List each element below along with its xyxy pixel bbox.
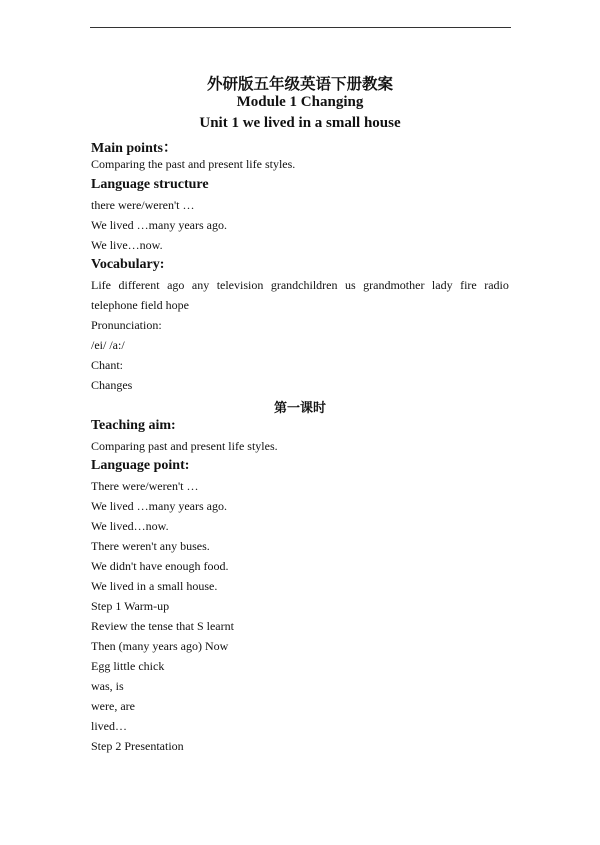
vocab-word: grandmother bbox=[363, 278, 425, 292]
language-point-heading: Language point: bbox=[91, 458, 190, 473]
language-structure-heading: Language structure bbox=[91, 177, 209, 192]
chant-title: Changes bbox=[91, 378, 133, 392]
vocab-word: us bbox=[344, 278, 356, 292]
step-heading: Step 1 Warm-up bbox=[91, 599, 170, 613]
main-points-heading: Main points： bbox=[91, 141, 177, 156]
vocabulary-words-line-2: telephone field hope bbox=[91, 298, 189, 312]
top-rule bbox=[90, 27, 511, 28]
language-point-line: We lived in a small house. bbox=[91, 579, 218, 593]
chant-label: Chant: bbox=[91, 358, 123, 372]
vocab-word: television bbox=[216, 278, 264, 292]
language-point-line: Review the tense that S learnt bbox=[91, 619, 234, 633]
language-point-line: lived… bbox=[91, 719, 127, 733]
language-point-line: There were/weren't … bbox=[91, 479, 199, 493]
unit-title: Unit 1 we lived in a small house bbox=[199, 115, 401, 131]
language-structure-line: We lived …many years ago. bbox=[91, 218, 227, 232]
language-point-line: We didn't have enough food. bbox=[91, 559, 229, 573]
language-structure-line: We live…now. bbox=[91, 238, 163, 252]
vocab-word: lady bbox=[431, 278, 453, 292]
language-structure-line: there were/weren't … bbox=[91, 198, 195, 212]
document-title-cn: 外研版五年级英语下册教案 bbox=[206, 75, 393, 93]
vocab-word: ago bbox=[167, 278, 185, 292]
teaching-aim-text: Comparing past and present life styles. bbox=[91, 439, 278, 453]
language-point-line: were, are bbox=[91, 699, 135, 713]
pronunciation-label: Pronunciation: bbox=[91, 318, 162, 332]
main-points-text: Comparing the past and present life styles. bbox=[91, 157, 296, 171]
vocab-word: different bbox=[118, 278, 160, 292]
teaching-aim-heading: Teaching aim: bbox=[91, 418, 176, 433]
language-point-line: was, is bbox=[91, 679, 124, 693]
vocab-word: any bbox=[191, 278, 210, 292]
vocab-word: fire bbox=[460, 278, 477, 292]
vocabulary-words-line bbox=[91, 278, 509, 293]
language-point-line: There weren't any buses. bbox=[91, 539, 210, 553]
lesson-heading: 第一课时 bbox=[273, 401, 326, 416]
language-point-line: Then (many years ago) Now bbox=[91, 639, 229, 653]
language-point-line: We lived …many years ago. bbox=[91, 499, 227, 513]
language-point-line: We lived…now. bbox=[91, 519, 169, 533]
module-title: Module 1 Changing bbox=[236, 94, 364, 110]
vocab-word: Life bbox=[91, 278, 111, 292]
pronunciation-sounds: /ei/ /a:/ bbox=[91, 338, 125, 352]
vocabulary-heading: Vocabulary: bbox=[91, 257, 165, 272]
vocab-word: grandchildren bbox=[270, 278, 338, 292]
language-point-line: Egg little chick bbox=[91, 659, 165, 673]
vocab-word: radio bbox=[484, 278, 509, 292]
step-heading: Step 2 Presentation bbox=[91, 739, 184, 753]
